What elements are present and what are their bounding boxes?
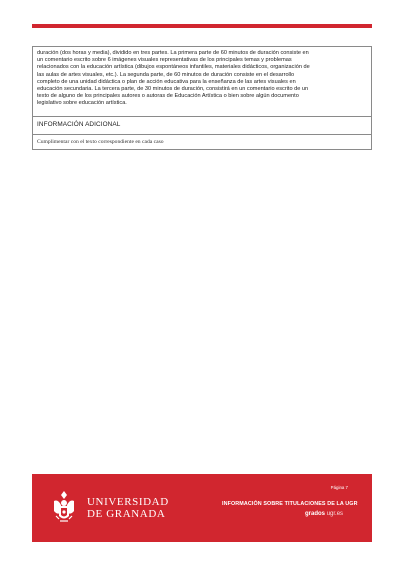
header-rule: [32, 24, 372, 28]
university-crest-icon: [50, 489, 78, 525]
info-title: INFORMACIÓN SOBRE TITULACIONES DE LA UGR: [222, 501, 358, 507]
additional-info-heading: INFORMACIÓN ADICIONAL: [33, 117, 371, 135]
evaluation-description: duración (dos horas y media), dividido en tres partes. La primera parte de 60 minutos de duración consiste en un comentario escrito sobre 6 imágenes visuales representativas de los principales temas y problemas relacionados con la educación artística (dibujos espontáneos infantiles, materiales didácticos, organización de las aulas de artes visuales, etc.). La segunda parte, de 60 minutos de duración consiste en el desarrollo completo de una unidad didáctica o plan de acción educativa para la enseñanza de las artes visuales en educación secundaria. La tercera parte, de 30 minutos de duración, consistirá en un comentario escrito de un texto de alguno de los principales autores o autoras de Educación Artística o bien sobre algún documento legislativo sobre educación artística.: [33, 47, 371, 117]
grados-brand[interactable]: [305, 511, 343, 517]
brand-part1: grados: [305, 511, 326, 517]
page-footer: [32, 474, 372, 542]
additional-info-text: Cumplimentar con el texto correspondiente en cada caso: [37, 138, 164, 145]
university-name-line1: UNIVERSIDAD: [87, 496, 169, 508]
page-number: Página 7: [330, 485, 348, 490]
university-name-line2: DE GRANADA: [87, 508, 166, 520]
content-table: [32, 46, 372, 150]
university-name: [87, 496, 169, 520]
brand-part2: ugr.es: [326, 511, 344, 517]
